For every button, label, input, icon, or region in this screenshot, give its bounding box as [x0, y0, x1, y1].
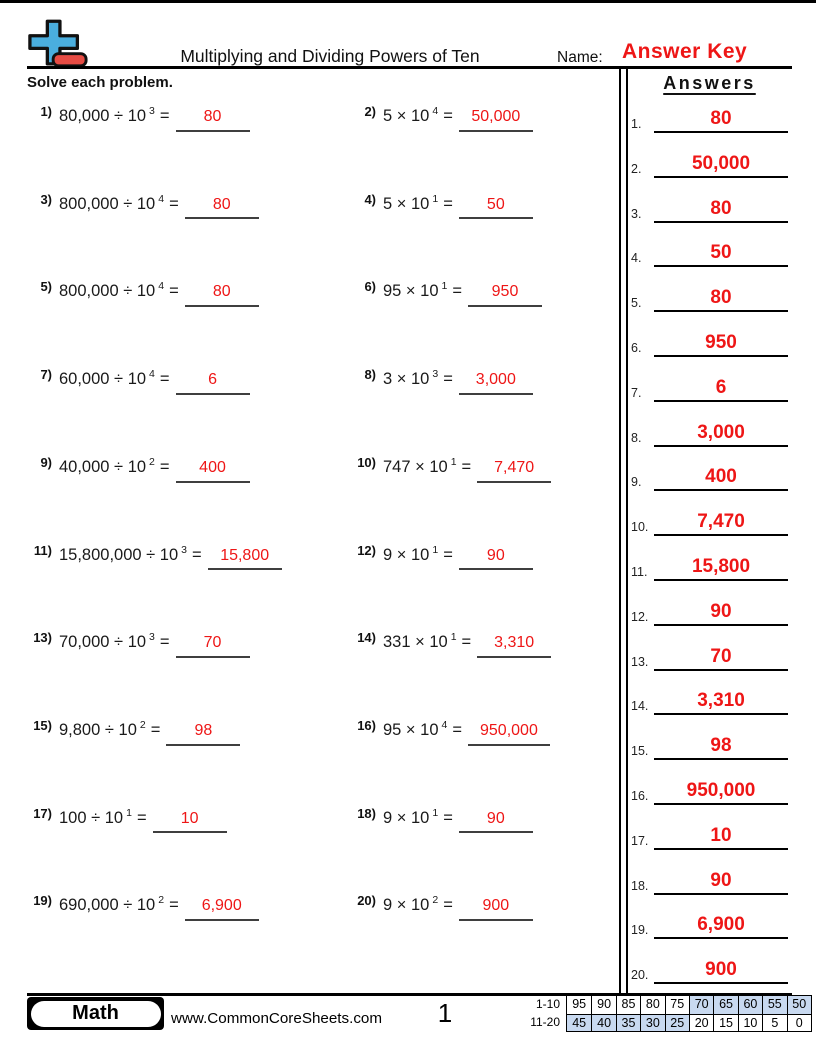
answer-number: 8.	[631, 430, 642, 445]
exponent: 1	[450, 631, 457, 644]
score-cell: 50	[787, 996, 811, 1014]
exponent: 1	[126, 806, 132, 819]
answer-row	[629, 151, 790, 178]
score-cell: 35	[616, 1014, 640, 1032]
exponent: 1	[432, 192, 439, 205]
problem-expression: 800,000 ÷ 10 $^4$ =	[59, 280, 179, 301]
score-row-label-2: 11-20	[530, 1014, 560, 1029]
subject-badge	[27, 997, 164, 1030]
answer-blank: 80	[185, 282, 259, 307]
answer-blank: 80	[185, 195, 259, 220]
problem-number: 19)	[33, 893, 52, 909]
problem-number: 6)	[364, 279, 376, 295]
score-cell: 15	[713, 1014, 737, 1032]
answer-row	[629, 285, 790, 312]
answer-row	[629, 554, 790, 581]
answer-number: 10.	[631, 520, 649, 535]
answer-number: 20.	[631, 968, 649, 983]
answer-row	[629, 778, 790, 805]
problem-number: 5)	[40, 279, 52, 295]
answer-row	[629, 733, 790, 760]
exponent: 2	[149, 455, 155, 468]
problem-number: 11)	[33, 542, 52, 558]
answer-value: 90	[654, 599, 788, 626]
problem-item	[24, 630, 250, 658]
problem-number: 13)	[33, 630, 52, 646]
answer-value: 400	[654, 464, 788, 491]
answer-blank: 80	[176, 107, 250, 132]
answer-blank: 6,900	[185, 896, 259, 921]
equals-sign: =	[443, 896, 453, 915]
answers-heading: Answers	[663, 73, 756, 93]
answer-value: 6	[654, 375, 788, 402]
problem-number: 17)	[33, 805, 52, 821]
problem-expression: 60,000 ÷ 10 $^4$ =	[59, 368, 170, 389]
answer-blank: 900	[459, 896, 533, 921]
exponent: 4	[158, 192, 165, 205]
problem-expression: 100 ÷ 10 $^1$ =	[59, 806, 147, 827]
problem-expression: 5 × 10 $^1$ =	[383, 192, 453, 213]
equals-sign: =	[159, 370, 170, 389]
exponent: 3	[181, 543, 188, 556]
equals-sign: =	[169, 282, 179, 301]
problem-number: 14)	[357, 630, 376, 646]
answer-value: 900	[654, 957, 788, 984]
answer-value: 15,800	[654, 554, 788, 581]
exponent: 1	[441, 280, 448, 293]
answer-number: 5.	[631, 296, 642, 311]
problem-expression: 800,000 ÷ 10 $^4$ =	[59, 192, 179, 213]
score-table-row-labels	[520, 996, 560, 1031]
subject-badge-label: Math	[31, 1001, 161, 1027]
score-table	[566, 995, 812, 1032]
answer-blank: 3,310	[477, 633, 551, 658]
answer-blank: 950	[468, 282, 542, 307]
problem-expression: 690,000 ÷ 10 $^2$ =	[59, 894, 179, 915]
score-cell: 75	[665, 996, 689, 1014]
problem-item	[348, 630, 551, 658]
problem-item	[348, 893, 533, 921]
problem-expression: 95 × 10 $^4$ =	[383, 718, 462, 739]
answer-value: 6,900	[654, 912, 788, 939]
equals-sign: =	[443, 194, 453, 213]
equals-sign: =	[452, 282, 462, 301]
answer-row	[629, 868, 790, 895]
score-cell: 10	[738, 1014, 762, 1032]
score-cell: 90	[591, 996, 615, 1014]
exponent: 4	[158, 280, 165, 293]
answer-row	[629, 240, 790, 267]
problem-item	[24, 279, 259, 307]
problem-expression: 9 × 10 $^2$ =	[383, 894, 453, 915]
exponent: 4	[432, 105, 439, 117]
problem-item	[24, 893, 259, 921]
problem-item	[24, 543, 282, 571]
problem-expression: 5 × 10 $^4$ =	[383, 105, 453, 125]
answer-blank: 90	[459, 809, 533, 834]
answer-number: 3.	[631, 206, 642, 221]
problem-expression: 747 × 10 $^1$ =	[383, 455, 472, 476]
page-number: 1	[437, 998, 453, 1028]
problem-expression: 40,000 ÷ 10 $^2$ =	[59, 455, 170, 476]
answer-number: 11.	[631, 565, 648, 579]
problem-item	[348, 279, 542, 307]
header-divider-line	[27, 66, 792, 69]
problem-number: 9)	[40, 454, 52, 470]
equals-sign: =	[443, 370, 453, 389]
website-link: www.CommonCoreSheets.com	[171, 1010, 383, 1027]
exponent: 2	[158, 894, 165, 907]
answer-row	[629, 688, 790, 715]
answer-value: 70	[654, 644, 788, 671]
exponent: 3	[149, 105, 155, 117]
answer-value: 7,470	[654, 509, 788, 536]
problem-expression: 95 × 10 $^1$ =	[383, 280, 462, 301]
problem-number: 18)	[357, 805, 376, 821]
problem-item	[348, 367, 533, 395]
answer-value: 950,000	[654, 778, 788, 805]
score-row-label-1: 1-10	[535, 997, 560, 1011]
score-cell: 95	[572, 997, 587, 1011]
answer-value: 90	[654, 868, 788, 895]
answer-number: 6.	[631, 341, 642, 355]
problem-item	[348, 543, 533, 571]
answer-number: 19.	[631, 923, 649, 938]
score-cell: 70	[689, 996, 713, 1014]
exponent: 1	[432, 806, 439, 819]
answer-number: 9.	[631, 475, 642, 490]
answer-row	[629, 464, 790, 491]
equals-sign: =	[452, 720, 462, 739]
answer-value: 3,310	[654, 688, 788, 715]
problem-item	[348, 718, 550, 746]
equals-sign: =	[461, 633, 472, 652]
problem-item	[348, 192, 533, 220]
equals-sign: =	[192, 545, 202, 564]
score-cell: 5	[762, 1014, 786, 1032]
answer-number: 16.	[631, 789, 649, 803]
name-label: Name:	[557, 49, 603, 66]
equals-sign: =	[443, 808, 453, 827]
answer-blank: 950,000	[468, 721, 550, 746]
answer-number: 7.	[631, 385, 642, 400]
answer-blank: 98	[166, 721, 240, 746]
score-cell: 65	[713, 996, 737, 1014]
exponent: 1	[450, 455, 457, 468]
answer-number: 1.	[631, 117, 642, 131]
answer-row	[629, 196, 790, 223]
answer-number: 13.	[631, 654, 649, 669]
answer-value: 50,000	[654, 151, 788, 178]
problem-item	[348, 104, 533, 132]
problem-expression: 9 × 10 $^1$ =	[383, 806, 453, 827]
equals-sign: =	[443, 107, 453, 125]
problem-number: 10)	[357, 454, 376, 470]
equals-sign: =	[159, 457, 170, 476]
answer-row	[629, 599, 790, 626]
answer-blank: 50,000	[459, 107, 533, 132]
exponent: 3	[432, 368, 439, 381]
plus-minus-logo-icon	[27, 19, 89, 68]
problem-expression: 9,800 ÷ 10 $^2$ =	[59, 718, 161, 739]
score-cell: 80	[640, 996, 664, 1014]
problem-number: 8)	[364, 367, 376, 383]
answer-number: 15.	[631, 744, 649, 759]
answer-blank: 90	[459, 546, 533, 571]
problem-number: 2)	[364, 104, 376, 119]
problem-expression: 15,800,000 ÷ 10 $^3$ =	[59, 543, 202, 564]
answer-row	[629, 420, 790, 447]
answer-value: 80	[654, 196, 788, 223]
equals-sign: =	[443, 545, 453, 564]
problem-number: 7)	[40, 367, 52, 383]
exponent: 4	[441, 718, 448, 731]
answer-key-text: Answer Key	[622, 40, 748, 63]
problem-item	[24, 367, 250, 395]
score-cell: 45	[567, 1014, 591, 1032]
answer-number: 18.	[631, 878, 649, 893]
answer-blank: 3,000	[459, 370, 533, 395]
answer-value: 950	[654, 330, 788, 357]
score-cell: 55	[762, 996, 786, 1014]
score-cell: 20	[689, 1014, 713, 1032]
answer-number: 17.	[631, 833, 649, 848]
answer-row	[629, 644, 790, 671]
answer-row	[629, 957, 790, 984]
answer-value: 10	[654, 823, 788, 850]
problem-number: 15)	[33, 717, 52, 733]
equals-sign: =	[169, 194, 179, 213]
answer-number: 4.	[631, 251, 642, 266]
answer-blank: 10	[153, 809, 227, 834]
minus-icon	[53, 54, 86, 66]
score-cell: 40	[591, 1014, 615, 1032]
problem-item	[24, 806, 227, 834]
problem-item	[24, 192, 259, 220]
answer-value: 98	[654, 733, 788, 760]
equals-sign: =	[169, 896, 179, 915]
answer-value: 80	[654, 285, 788, 312]
answer-row	[629, 823, 790, 850]
problem-item	[24, 718, 240, 746]
problem-expression: 331 × 10 $^1$ =	[383, 631, 472, 652]
answer-number: 2.	[631, 161, 642, 176]
equals-sign: =	[159, 633, 170, 652]
answer-blank: 7,470	[477, 458, 551, 483]
problem-expression: 80,000 ÷ 10 $^3$ =	[59, 105, 170, 125]
score-cell: 25	[665, 1014, 689, 1032]
problem-expression: 70,000 ÷ 10 $^3$ =	[59, 631, 170, 652]
answer-row	[629, 509, 790, 536]
problem-item	[24, 104, 250, 132]
answer-row	[629, 912, 790, 939]
score-cell: 30	[640, 1014, 664, 1032]
instructions-text: Solve each problem.	[27, 74, 173, 91]
exponent: 2	[432, 894, 439, 907]
answer-value: 50	[654, 240, 788, 267]
answer-blank: 6	[176, 370, 250, 395]
worksheet-title: Multiplying and Dividing Powers of Ten	[180, 46, 480, 66]
problem-number: 1)	[40, 104, 52, 119]
problem-number: 16)	[357, 717, 376, 733]
answer-value: 80	[654, 106, 788, 133]
equals-sign: =	[150, 720, 161, 739]
equals-sign: =	[136, 808, 147, 827]
exponent: 4	[149, 368, 155, 381]
score-cell: 60	[738, 996, 762, 1014]
answer-value: 3,000	[654, 420, 788, 447]
problem-expression: 3 × 10 $^3$ =	[383, 368, 453, 389]
answer-row	[629, 106, 790, 133]
problem-expression: 9 × 10 $^1$ =	[383, 543, 453, 564]
answer-blank: 70	[176, 633, 250, 658]
answer-number: 14.	[631, 699, 649, 714]
answer-blank: 15,800	[208, 546, 282, 571]
problem-number: 12)	[357, 542, 376, 558]
answer-row	[629, 330, 790, 357]
problem-number: 3)	[40, 191, 52, 207]
problem-item	[348, 455, 551, 483]
problem-item	[24, 455, 250, 483]
problem-item	[348, 806, 533, 834]
answer-blank: 50	[459, 195, 533, 220]
equals-sign: =	[461, 457, 472, 476]
exponent: 1	[432, 543, 439, 556]
problem-number: 20)	[357, 893, 376, 909]
answer-blank: 400	[176, 458, 250, 483]
answer-number: 12.	[631, 609, 649, 624]
problem-number: 4)	[364, 191, 376, 207]
exponent: 2	[139, 718, 146, 731]
answer-row	[629, 375, 790, 402]
score-cell: 0	[787, 1014, 811, 1032]
equals-sign: =	[159, 107, 170, 125]
exponent: 3	[149, 631, 155, 644]
answers-column-divider	[619, 69, 628, 994]
score-cell: 85	[616, 996, 640, 1014]
page-top-border	[0, 0, 816, 3]
